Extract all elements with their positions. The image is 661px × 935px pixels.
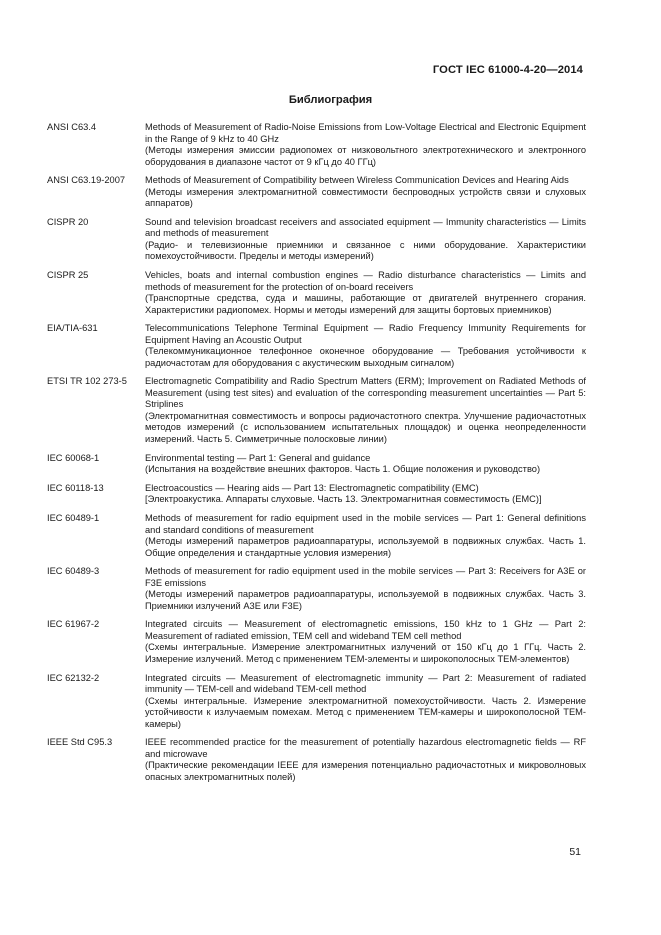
reference-title-ru: (Телекоммуникационное телефонное оконечное оборудование — Требования устойчивости к радиочастотам для оборудования с акустическим выходным сигналом) bbox=[145, 346, 586, 368]
reference-title-ru: (Практические рекомендации IEEE для измерения потенциально радиочастотных и микроволновых опасных электромагнитных полей) bbox=[145, 760, 586, 782]
reference-title-ru: (Методы измерений параметров радиоаппаратуры, используемой в подвижных службах. Часть 3. Приемники излучений А3Е или F3E) bbox=[145, 589, 586, 611]
reference-title-en: Integrated circuits — Measurement of electromagnetic emissions, 150 kHz to 1 GHz — Part 2: Measurement of radiated emission, TEM cell and wideband TEM cell method bbox=[145, 619, 586, 641]
reference-title-en: Sound and television broadcast receivers and associated equipment — Immunity characteristics — Limits and methods of measurement bbox=[145, 216, 586, 239]
reference-title-en: Methods of measurement for radio equipment used in the mobile services — Part 1: General definitions and standard conditions of measurement bbox=[145, 513, 586, 535]
reference-title-en: Methods of Measurement of Compatibility between Wireless Communication Devices and Hearing Aids bbox=[145, 175, 569, 186]
reference-title-ru: (Радио- и телевизионные приемники и связанное с ними оборудование. Характеристики помехоустойчивости. Пределы и методы измерений) bbox=[145, 239, 586, 262]
reference-description bbox=[145, 483, 586, 506]
bibliography-entry bbox=[47, 483, 586, 506]
bibliography-entry bbox=[47, 270, 586, 316]
reference-description bbox=[145, 217, 586, 263]
bibliography-entry bbox=[47, 453, 586, 476]
reference-description bbox=[145, 737, 586, 783]
reference-description bbox=[145, 673, 586, 731]
reference-description bbox=[145, 323, 586, 369]
reference-description bbox=[145, 376, 586, 445]
bibliography-title: Библиография bbox=[288, 94, 373, 106]
reference-title-ru: (Методы измерения эмиссии радиопомех от низковольтного электротехнического и электронного оборудования в диапазоне частот от 9 кГц до 40 ГГц) bbox=[145, 145, 586, 167]
bibliography-entry bbox=[47, 376, 586, 445]
reference-title-ru: (Методы измерений параметров радиоаппаратуры, используемой в подвижных службах. Часть 1. Общие определения и стандартные условия измерения) bbox=[145, 536, 586, 558]
reference-description bbox=[145, 122, 586, 168]
reference-title-ru: [Электроакустика. Аппараты слуховые. Часть 13. Электромагнитная совместимость (ЕМС)] bbox=[145, 494, 542, 505]
reference-title-en: Methods of measurement for radio equipment used in the mobile services — Part 3: Receivers for A3E or F3E emissions bbox=[145, 566, 586, 588]
bibliography-entry bbox=[47, 175, 586, 210]
reference-title-en: Environmental testing — Part 1: General and guidance bbox=[145, 452, 371, 463]
bibliography-entry bbox=[47, 673, 586, 731]
reference-title-ru: (Схемы интегральные. Измерение электромагнитной помехоустойчивости. Часть 2. Измерение устойчивости к излучаемым помехам. Метод с применением ТЕМ-камеры и широкополосной ТЕМ-камеры) bbox=[145, 695, 586, 729]
reference-id: IEC 60489-1 bbox=[47, 513, 100, 523]
bibliography-entry bbox=[47, 513, 586, 559]
reference-id: IEC 60068-1 bbox=[47, 452, 100, 463]
reference-title-en: Telecommunications Telephone Terminal Equipment — Radio Frequency Immunity Requirements for Equipment Having an Acoustic Output bbox=[145, 323, 586, 345]
reference-title-ru: (Транспортные средства, суда и машины, работающие от двигателей внутреннего сгорания. Характеристики радиопомех. Нормы и методы измерений для защиты бортовых приемников) bbox=[145, 293, 586, 315]
reference-id: EIA/TIA-631 bbox=[47, 323, 98, 334]
reference-id: IEC 62132-2 bbox=[47, 672, 100, 683]
reference-id: CISPR 20 bbox=[47, 216, 89, 227]
reference-id: IEC 60118-13 bbox=[47, 482, 104, 493]
bibliography-entry bbox=[47, 566, 586, 612]
bibliography-entry bbox=[47, 122, 586, 168]
reference-description bbox=[145, 619, 586, 665]
reference-title-ru: (Электромагнитная совместимость и вопросы радиочастотного спектра. Улучшение радиочастотных методов измерений (с использованием испытательных площадок) и оценка неопределенности измерений. Часть 5. Симметричные полосковые линии) bbox=[145, 410, 586, 444]
reference-id: IEEE Std C95.3 bbox=[47, 737, 113, 748]
reference-title-ru: (Схемы интегральные. Измерение электромагнитных излучений от 150 кГц до 1 ГГц. Часть 2. Измерение излучений. Метод с применением ТЕМ-элементы и широкополосных ТЕМ-элементов) bbox=[145, 642, 586, 664]
reference-id: IEC 61967-2 bbox=[47, 619, 100, 630]
bibliography-entry bbox=[47, 619, 586, 665]
reference-title-en: Electroacoustics — Hearing aids — Part 13: Electromagnetic compatibility (EMC) bbox=[145, 482, 479, 493]
reference-title-en: IEEE recommended practice for the measurement of potentially hazardous electromagnetic fields — RF and microwave bbox=[145, 737, 586, 759]
reference-id: ETSI TR 102 273-5 bbox=[47, 376, 127, 387]
bibliography-entry bbox=[47, 323, 586, 369]
bibliography-entry bbox=[47, 737, 586, 783]
standard-id-header: ГОСТ IEC 61000-4-20—2014 bbox=[432, 64, 583, 76]
reference-description bbox=[145, 453, 586, 476]
reference-title-en: Methods of Measurement of Radio-Noise Emissions from Low-Voltage Electrical and Electronic Equipment in the Range of 9 kHz to 40 GHz bbox=[145, 122, 586, 144]
reference-id: IEC 60489-3 bbox=[47, 566, 100, 577]
reference-title-en: Vehicles, boats and internal combustion engines — Radio disturbance characteristics — Limits and methods of measurement for the protection of on-board receivers bbox=[145, 270, 586, 292]
reference-description bbox=[145, 175, 586, 210]
reference-description bbox=[145, 513, 586, 559]
reference-id: ANSI C63.19-2007 bbox=[47, 175, 126, 186]
reference-description bbox=[145, 270, 586, 316]
reference-title-en: Electromagnetic Compatibility and Radio Spectrum Matters (ERM); Improvement on Radiated Methods of Measurement (using test sites) and evaluation of the corresponding measurement uncertainties — Part 5: Striplines bbox=[145, 376, 586, 410]
bibliography-entry bbox=[47, 217, 586, 263]
reference-description bbox=[145, 566, 586, 612]
reference-id: ANSI C63.4 bbox=[47, 122, 97, 132]
bibliography-list bbox=[47, 122, 586, 790]
reference-id: CISPR 25 bbox=[47, 270, 89, 281]
reference-title-ru: (Методы измерения электромагнитной совместимости беспроводных устройств связи и слуховых аппаратов) bbox=[145, 186, 586, 209]
reference-title-ru: (Испытания на воздействие внешних факторов. Часть 1. Общие положения и руководство) bbox=[145, 464, 541, 475]
page-number: 51 bbox=[569, 846, 581, 858]
reference-title-en: Integrated circuits — Measurement of electromagnetic immunity — Part 2: Measurement of radiated immunity — TEM-cell and wideband TEM-cell method bbox=[145, 672, 586, 695]
